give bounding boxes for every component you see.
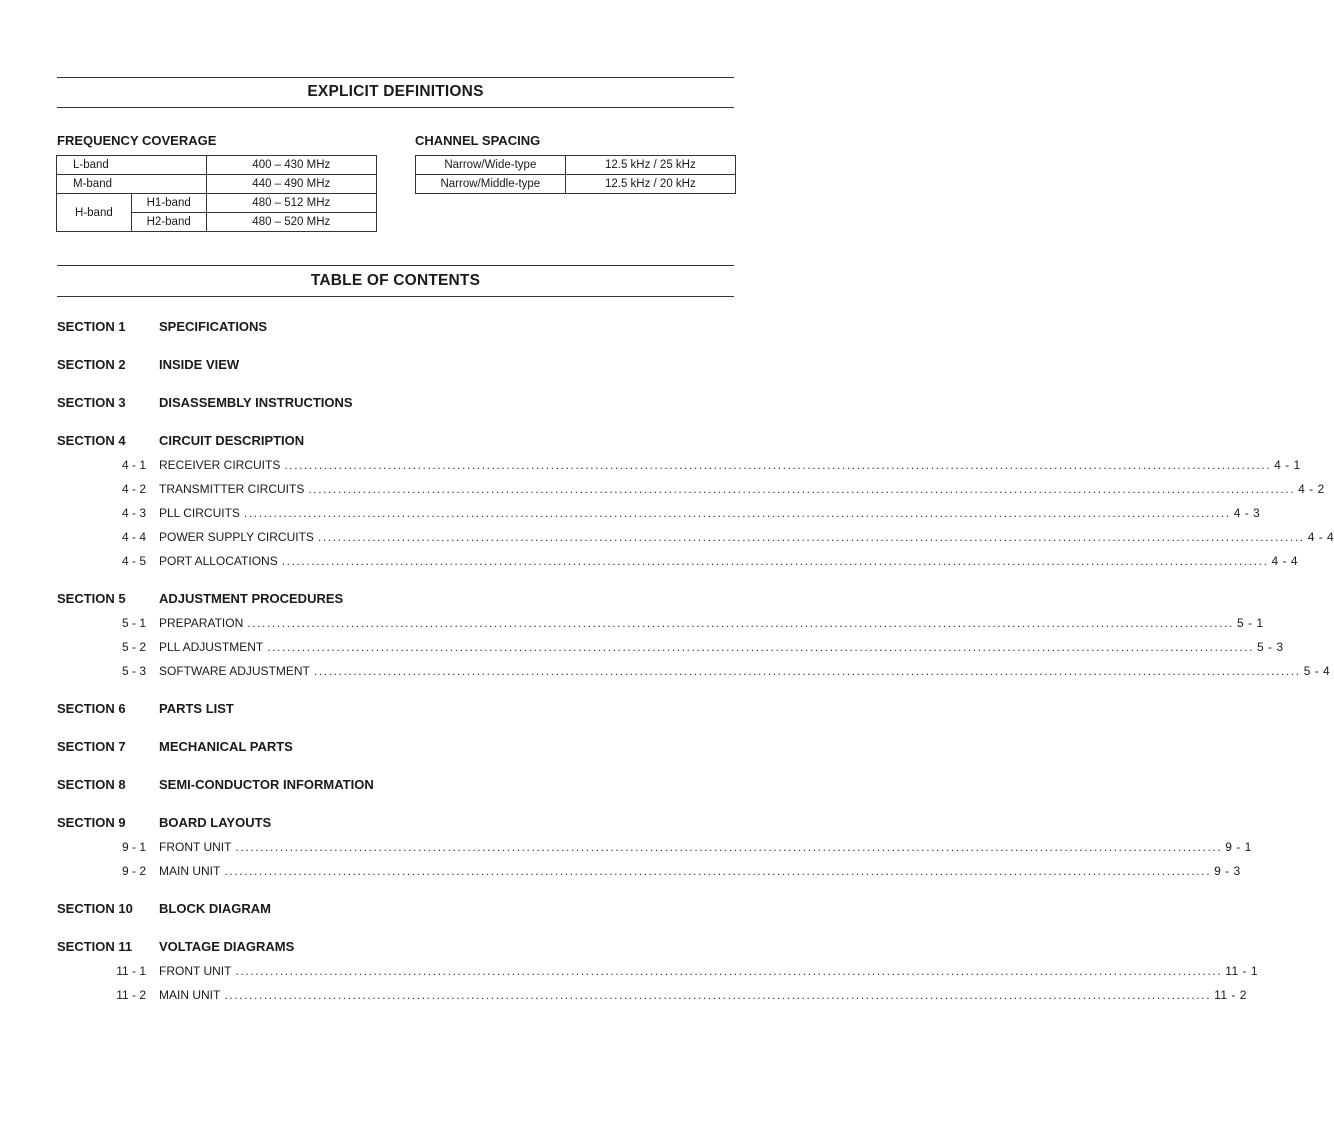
leader-dots: ........................................................................................................................................................................................................ <box>224 864 1212 878</box>
heading-rule <box>57 107 734 108</box>
table-row <box>57 175 377 194</box>
subsection-title: POWER SUPPLY CIRCUITS <box>159 530 314 544</box>
section-label: SECTION 2 <box>57 357 126 372</box>
subsection-number: 4 - 2 <box>121 482 146 496</box>
toc-entry[interactable] <box>159 458 1301 472</box>
page-reference: 11 - 1 <box>1225 964 1259 978</box>
explicit-definitions-heading: EXPLICIT DEFINITIONS <box>307 83 484 100</box>
range-cell: 400 – 430 MHz <box>206 156 376 175</box>
subband-cell: H1-band <box>131 194 206 213</box>
section-label: SECTION 4 <box>57 433 126 448</box>
page-reference: 11 - 2 <box>1214 988 1247 1002</box>
subsection-title: PLL ADJUSTMENT <box>159 640 264 654</box>
subsection-title: MAIN UNIT <box>159 988 221 1002</box>
section-label: SECTION 11 <box>57 939 133 954</box>
subsection-title: PORT ALLOCATIONS <box>159 554 278 568</box>
page-reference: 4 - 4 <box>1271 554 1299 568</box>
page-reference: 4 - 3 <box>1233 506 1261 520</box>
toc-heading: TABLE OF CONTENTS <box>310 272 481 289</box>
toc-top-rule <box>57 265 734 266</box>
leader-dots: ........................................................................................................................................................................................................ <box>243 506 1231 520</box>
page-reference: 4 - 2 <box>1298 482 1325 496</box>
leader-dots: ........................................................................................................................................................................................................ <box>247 616 1235 630</box>
page-reference: 9 - 3 <box>1214 864 1241 878</box>
page-reference: 5 - 3 <box>1257 640 1284 654</box>
table-row <box>57 156 377 175</box>
toc-entry[interactable] <box>159 864 1241 878</box>
section-label: SECTION 5 <box>57 591 126 606</box>
section-title[interactable]: CIRCUIT DESCRIPTION <box>159 433 305 448</box>
range-cell: 440 – 490 MHz <box>206 175 376 194</box>
subsection-title: PLL CIRCUITS <box>159 506 240 520</box>
subsection-number: 11 - 1 <box>116 964 146 978</box>
leader-dots: ........................................................................................................................................................................................................ <box>317 530 1305 544</box>
frequency-coverage-table <box>56 155 377 232</box>
leader-dots: ........................................................................................................................................................................................................ <box>235 840 1223 854</box>
band-cell: H-band <box>57 194 132 232</box>
section-label: SECTION 3 <box>57 395 126 410</box>
range-cell: 480 – 512 MHz <box>206 194 376 213</box>
leader-dots: ........................................................................................................................................................................................................ <box>224 988 1212 1002</box>
leader-dots: ........................................................................................................................................................................................................ <box>281 554 1269 568</box>
section-title[interactable]: BOARD LAYOUTS <box>159 815 272 830</box>
subsection-number: 4 - 5 <box>121 554 146 568</box>
channel-spacing-heading: CHANNEL SPACING <box>415 133 541 148</box>
subsection-title: RECEIVER CIRCUITS <box>159 458 281 472</box>
table-row <box>416 156 736 175</box>
channel-spacing-table <box>415 155 736 194</box>
leader-dots: ........................................................................................................................................................................................................ <box>308 482 1296 496</box>
toc-entry[interactable] <box>159 664 1331 678</box>
section-title[interactable]: INSIDE VIEW <box>159 357 240 372</box>
toc-entry[interactable] <box>159 506 1261 520</box>
page-reference: 9 - 1 <box>1225 840 1252 854</box>
section-title[interactable]: VOLTAGE DIAGRAMS <box>159 939 295 954</box>
subsection-number: 4 - 1 <box>121 458 146 472</box>
section-title[interactable]: SPECIFICATIONS <box>159 319 268 334</box>
page-reference: 4 - 1 <box>1274 458 1301 472</box>
subsection-title: MAIN UNIT <box>159 864 221 878</box>
subsection-number: 9 - 2 <box>121 864 146 878</box>
top-rule <box>57 77 734 78</box>
toc-entry[interactable] <box>159 988 1247 1002</box>
section-title[interactable]: BLOCK DIAGRAM <box>159 901 271 916</box>
section-title[interactable]: SEMI-CONDUCTOR INFORMATION <box>159 777 374 792</box>
toc-entry[interactable] <box>159 640 1284 654</box>
leader-dots: ........................................................................................................................................................................................................ <box>313 664 1301 678</box>
leader-dots: ........................................................................................................................................................................................................ <box>267 640 1255 654</box>
subband-cell: H2-band <box>131 213 206 232</box>
subsection-number: 5 - 2 <box>121 640 146 654</box>
subsection-title: PREPARATION <box>159 616 244 630</box>
toc-entry[interactable] <box>159 964 1259 978</box>
toc-heading-rule <box>57 296 734 297</box>
toc-entry[interactable] <box>159 616 1264 630</box>
spacing-cell: 12.5 kHz / 20 kHz <box>565 175 735 194</box>
subsection-number: 9 - 1 <box>121 840 146 854</box>
leader-dots: ........................................................................................................................................................................................................ <box>284 458 1272 472</box>
subsection-number: 5 - 1 <box>121 616 146 630</box>
section-label: SECTION 10 <box>57 901 133 916</box>
page-reference: 5 - 1 <box>1237 616 1264 630</box>
band-cell: L-band <box>57 156 207 175</box>
toc-entry[interactable] <box>159 554 1299 568</box>
toc-entry[interactable] <box>159 530 1334 544</box>
subsection-number: 4 - 3 <box>121 506 146 520</box>
section-label: SECTION 9 <box>57 815 126 830</box>
frequency-coverage-heading: FREQUENCY COVERAGE <box>57 133 217 148</box>
section-title[interactable]: ADJUSTMENT PROCEDURES <box>159 591 344 606</box>
section-label: SECTION 6 <box>57 701 126 716</box>
page-reference: 4 - 4 <box>1307 530 1334 544</box>
table-row <box>416 175 736 194</box>
subsection-title: FRONT UNIT <box>159 964 232 978</box>
section-title[interactable]: DISASSEMBLY INSTRUCTIONS <box>159 395 353 410</box>
toc-entry[interactable] <box>159 482 1325 496</box>
section-label: SECTION 8 <box>57 777 126 792</box>
toc-entry[interactable] <box>159 840 1252 854</box>
band-cell: M-band <box>57 175 207 194</box>
subsection-number: 11 - 2 <box>116 988 146 1002</box>
type-cell: Narrow/Middle-type <box>416 175 566 194</box>
subsection-number: 5 - 3 <box>121 664 146 678</box>
type-cell: Narrow/Wide-type <box>416 156 566 175</box>
leader-dots: ........................................................................................................................................................................................................ <box>235 964 1223 978</box>
range-cell: 480 – 520 MHz <box>206 213 376 232</box>
section-label: SECTION 7 <box>57 739 126 754</box>
spacing-cell: 12.5 kHz / 25 kHz <box>565 156 735 175</box>
subsection-number: 4 - 4 <box>121 530 146 544</box>
subsection-title: FRONT UNIT <box>159 840 232 854</box>
page-reference: 5 - 4 <box>1303 664 1331 678</box>
section-title[interactable]: PARTS LIST <box>159 701 234 716</box>
section-title[interactable]: MECHANICAL PARTS <box>159 739 293 754</box>
subsection-title: TRANSMITTER CIRCUITS <box>159 482 305 496</box>
subsection-title: SOFTWARE ADJUSTMENT <box>159 664 310 678</box>
section-label: SECTION 1 <box>57 319 126 334</box>
table-row <box>57 194 377 213</box>
